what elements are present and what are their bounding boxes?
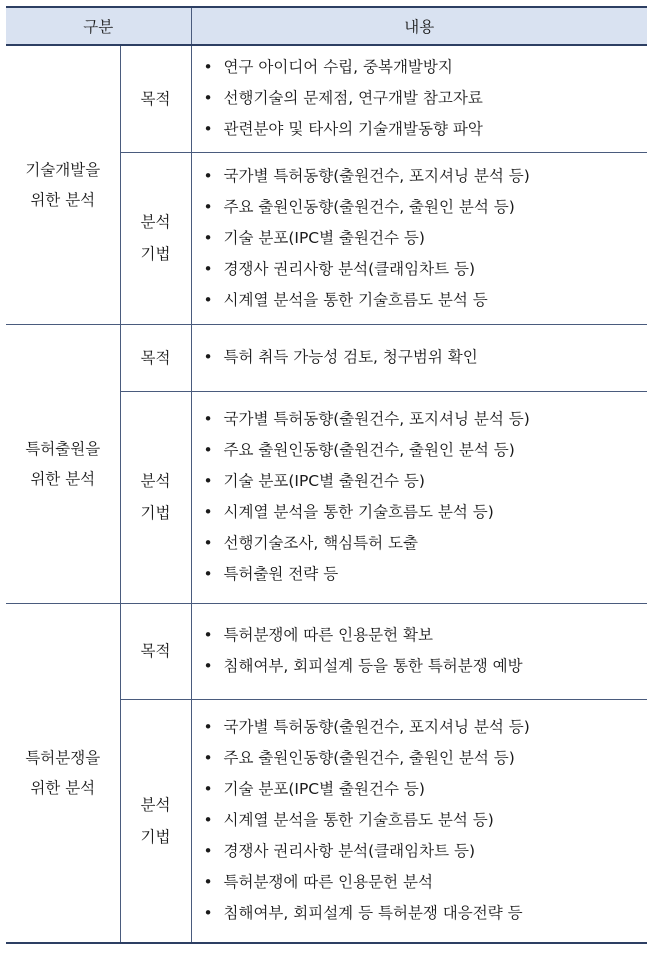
row-label-line: 목적 (140, 642, 171, 660)
list-item-text: 특허분쟁에 따른 인용문헌 확보 (223, 626, 433, 644)
list-item (204, 836, 648, 867)
row-label-line: 목적 (140, 348, 171, 367)
bullet-icon: • (203, 410, 213, 428)
list-item (204, 254, 648, 285)
list-item (204, 52, 648, 83)
bullet-icon: • (203, 780, 213, 799)
header-content: 내용 (191, 7, 647, 45)
section-title-line: 위한 분석 (30, 190, 96, 209)
section-title (6, 603, 120, 943)
row-label (120, 603, 191, 699)
bullet-icon: • (203, 441, 213, 459)
bullet-list (192, 161, 648, 316)
row-label (120, 699, 191, 943)
list-item-text: 침해여부, 회피설계 등을 통한 특허분쟁 예방 (223, 657, 523, 675)
row-label (120, 391, 191, 603)
list-item-text: 선행기술의 문제점, 연구개발 참고자료 (223, 89, 483, 108)
section-title (6, 324, 120, 603)
section-title-line: 기술개발을 (25, 160, 101, 179)
bullet-icon: • (203, 749, 213, 768)
list-item-text: 국가별 특허동향(출원건수, 포지셔닝 분석 등) (223, 718, 530, 737)
list-item-text: 시계열 분석을 통한 기술흐름도 분석 등) (223, 503, 494, 521)
bullet-icon: • (203, 58, 213, 77)
bullet-list (192, 404, 648, 590)
bullet-list (192, 52, 648, 145)
bullet-icon: • (203, 290, 213, 309)
list-item (204, 223, 648, 254)
list-item-text: 시계열 분석을 통한 기술흐름도 분석 등 (223, 290, 488, 309)
list-item-text: 주요 출원인동향(출원건수, 출원인 분석 등) (223, 749, 515, 768)
list-item (204, 466, 648, 497)
bullet-icon: • (203, 657, 213, 675)
content-cell (191, 391, 647, 603)
list-item-text: 연구 아이디어 수립, 중복개발방지 (223, 58, 453, 77)
list-item-text: 주요 출원인동향(출원건수, 출원인 분석 등) (223, 441, 515, 459)
list-item-text: 관련분야 및 타사의 기술개발동향 파악 (223, 120, 483, 139)
row-label-line: 분석 (140, 213, 171, 231)
list-item (204, 161, 648, 192)
list-item-text: 선행기술조사, 핵심특허 도출 (223, 534, 418, 552)
list-item (204, 805, 648, 836)
list-item (204, 528, 648, 559)
bullet-icon: • (203, 503, 213, 521)
list-item (204, 435, 648, 466)
list-item-text: 경쟁사 권리사항 분석(클래임차트 등) (223, 259, 475, 278)
list-item (204, 774, 648, 805)
list-item (204, 404, 648, 435)
list-item (204, 342, 648, 373)
bullet-list (192, 342, 648, 373)
list-item (204, 743, 648, 774)
bullet-icon: • (203, 228, 213, 247)
content-cell (191, 699, 647, 943)
bullet-icon: • (203, 166, 213, 185)
row-label-line: 기법 (140, 504, 171, 522)
analysis-table (6, 6, 647, 944)
bullet-list (192, 712, 648, 929)
bullet-icon: • (203, 565, 213, 583)
bullet-icon: • (203, 718, 213, 737)
list-item-text: 국가별 특허동향(출원건수, 포지셔닝 분석 등) (223, 166, 530, 185)
content-cell (191, 45, 647, 152)
list-item (204, 620, 648, 651)
row-label (120, 152, 191, 324)
header-category: 구분 (6, 7, 191, 45)
bullet-list (192, 620, 648, 682)
bullet-icon: • (203, 626, 213, 644)
list-item (204, 192, 648, 223)
bullet-icon: • (203, 873, 213, 892)
list-item-text: 주요 출원인동향(출원건수, 출원인 분석 등) (223, 197, 515, 216)
list-item-text: 특허 취득 가능성 검토, 청구범위 확인 (223, 348, 478, 366)
bullet-icon: • (203, 89, 213, 108)
list-item-text: 침해여부, 회피설계 등 특허분쟁 대응전략 등 (223, 904, 523, 923)
row-label (120, 324, 191, 391)
list-item-text: 특허분쟁에 따른 인용문헌 분석 (223, 873, 433, 892)
bullet-icon: • (203, 842, 213, 861)
bullet-icon: • (203, 904, 213, 923)
list-item (204, 497, 648, 528)
list-item-text: 기술 분포(IPC별 출원건수 등) (223, 228, 425, 247)
section-title-line: 특허출원을 (25, 439, 101, 458)
bullet-icon: • (203, 120, 213, 139)
table-row (6, 603, 647, 699)
list-item-text: 기술 분포(IPC별 출원건수 등) (223, 472, 425, 490)
list-item-text: 국가별 특허동향(출원건수, 포지셔닝 분석 등) (223, 410, 530, 428)
header-row (6, 7, 647, 45)
content-cell (191, 152, 647, 324)
section-title (6, 45, 120, 324)
content-cell (191, 324, 647, 391)
row-label-line: 기법 (140, 245, 171, 263)
bullet-icon: • (203, 348, 213, 366)
list-item (204, 898, 648, 929)
table-row (6, 324, 647, 391)
list-item (204, 285, 648, 316)
list-item (204, 651, 648, 682)
bullet-icon: • (203, 534, 213, 552)
bullet-icon: • (203, 197, 213, 216)
list-item (204, 559, 648, 590)
row-label (120, 45, 191, 152)
list-item (204, 867, 648, 898)
list-item (204, 712, 648, 743)
row-label-line: 기법 (140, 827, 171, 846)
bullet-icon: • (203, 811, 213, 830)
list-item-text: 시계열 분석을 통한 기술흐름도 분석 등) (223, 811, 494, 830)
list-item (204, 114, 648, 145)
content-cell (191, 603, 647, 699)
list-item-text: 경쟁사 권리사항 분석(클래임차트 등) (223, 842, 475, 861)
row-label-line: 분석 (140, 795, 171, 814)
bullet-icon: • (203, 472, 213, 490)
table-row (6, 45, 647, 152)
list-item-text: 특허출원 전략 등 (223, 565, 339, 583)
list-item-text: 기술 분포(IPC별 출원건수 등) (223, 780, 425, 799)
row-label-line: 목적 (140, 89, 171, 108)
section-title-line: 위한 분석 (30, 469, 96, 488)
section-title-line: 위한 분석 (30, 778, 96, 797)
bullet-icon: • (203, 259, 213, 278)
list-item (204, 83, 648, 114)
section-title-line: 특허분쟁을 (25, 748, 101, 767)
row-label-line: 분석 (140, 472, 171, 490)
